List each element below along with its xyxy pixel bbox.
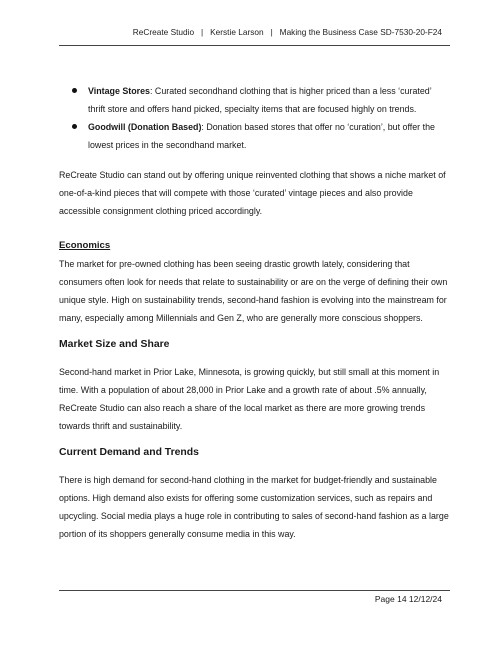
header-divider <box>59 45 450 46</box>
economics-heading: Economics <box>59 240 111 251</box>
bullet-text: Curated secondhand clothing that is higher priced than a less ‘curated’ thrift store and offers hand picked, specialty items that are focused highly on trends. <box>88 86 432 114</box>
footer-divider <box>59 590 450 591</box>
market-size-heading: Market Size and Share <box>59 339 170 350</box>
list-item <box>59 118 451 154</box>
economics-paragraph: The market for pre-owned clothing has been seeing drastic growth lately, considering that consumers often look for needs that relate to sustainability or are on the verge of defining their own unique style. High on sustainability trends, second-hand fashion is evolving into the mainstream for many, especially among Millennials and Gen Z, who are generally more conscious shoppers. <box>59 259 448 323</box>
header-author: Kerstie Larson <box>210 27 264 37</box>
page-body <box>59 82 451 543</box>
header-studio-name: ReCreate Studio <box>132 27 195 37</box>
header-separator: | <box>270 27 273 37</box>
bullet-icon <box>72 124 77 129</box>
competitor-bullet-list <box>59 82 451 154</box>
bullet-colon: : <box>201 122 204 132</box>
bullet-term: Vintage Stores <box>88 86 150 96</box>
market-size-paragraph: Second-hand market in Prior Lake, Minnesota, is growing quickly, but still small at this moment in time. With a population of about 28,000 in Prior Lake and a growth rate of about .5% annually, ReCreate Studio can also reach a share of the local market as there are more growing trends towards thrift and sustainability. <box>59 367 440 431</box>
list-item <box>59 82 451 118</box>
demand-heading: Current Demand and Trends <box>59 447 199 458</box>
intro-paragraph: ReCreate Studio can stand out by offering unique reinvented clothing that shows a niche market of one-of-a-kind pieces that will compete with those ‘curated’ vintage pieces and also provide accessible consignment clothing priced accordingly. <box>59 170 446 216</box>
demand-paragraph: There is high demand for second-hand clothing in the market for budget-friendly and sustainable options. High demand also exists for offering some customization services, such as repairs and upcycling. Social media plays a huge role in contributing to sales of second-hand fashion as a large portion of its shoppers generally consume media in this way. <box>59 475 449 539</box>
header-separator: | <box>201 27 204 37</box>
running-header <box>133 27 442 37</box>
bullet-icon <box>72 88 77 93</box>
page-number-footer: Page 14 12/12/24 <box>374 594 442 604</box>
bullet-term: Goodwill (Donation Based) <box>88 122 202 132</box>
bullet-text: Donation based stores that offer no ‘curation’, but offer the lowest prices in the secondhand market. <box>88 122 435 150</box>
header-doc-title: Making the Business Case SD-7530-20-F24 <box>279 27 442 37</box>
bullet-colon: : <box>149 86 153 96</box>
